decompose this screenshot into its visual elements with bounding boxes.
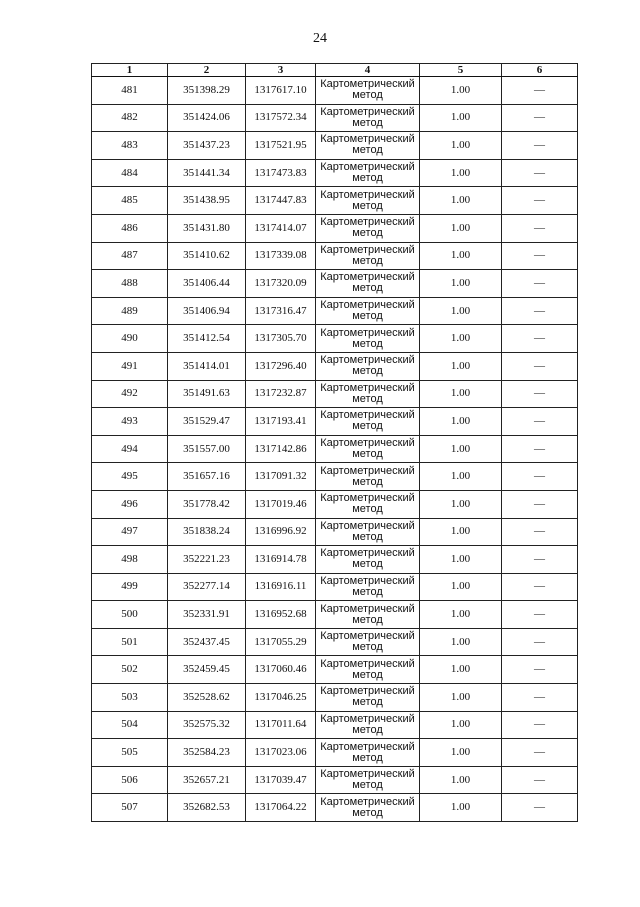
note-cell: — xyxy=(502,325,578,353)
method-line-1: Картометрический xyxy=(320,685,415,698)
point-number-cell: 488 xyxy=(92,270,168,298)
x-coordinate-cell: 351410.62 xyxy=(168,242,246,270)
method-line-2: метод xyxy=(352,365,383,378)
table-row xyxy=(92,242,578,270)
accuracy-cell: 1.00 xyxy=(420,132,502,160)
method-line-2: метод xyxy=(352,337,383,350)
accuracy-cell: 1.00 xyxy=(420,77,502,105)
y-coordinate-cell: 1317055.29 xyxy=(246,628,316,656)
y-coordinate-cell: 1317447.83 xyxy=(246,187,316,215)
method-line-2: метод xyxy=(352,89,383,102)
table-row xyxy=(92,270,578,298)
note-cell: — xyxy=(502,739,578,767)
method-cell xyxy=(316,214,420,242)
accuracy-cell: 1.00 xyxy=(420,628,502,656)
method-line-1: Картометрический xyxy=(320,161,415,174)
point-number-cell: 492 xyxy=(92,380,168,408)
point-number-cell: 493 xyxy=(92,408,168,436)
table-body xyxy=(92,77,578,822)
table-row xyxy=(92,739,578,767)
x-coordinate-cell: 351431.80 xyxy=(168,214,246,242)
y-coordinate-cell: 1317039.47 xyxy=(246,766,316,794)
method-cell xyxy=(316,490,420,518)
method-line-2: метод xyxy=(352,530,383,543)
header-row xyxy=(92,64,578,77)
y-coordinate-cell: 1317091.32 xyxy=(246,463,316,491)
column-header: 5 xyxy=(420,64,502,77)
note-cell: — xyxy=(502,132,578,160)
note-cell: — xyxy=(502,187,578,215)
accuracy-cell: 1.00 xyxy=(420,242,502,270)
x-coordinate-cell: 351406.94 xyxy=(168,297,246,325)
method-line-1: Картометрический xyxy=(320,657,415,670)
note-cell: — xyxy=(502,628,578,656)
table-row xyxy=(92,214,578,242)
method-line-2: метод xyxy=(352,172,383,185)
accuracy-cell: 1.00 xyxy=(420,794,502,822)
method-line-2: метод xyxy=(352,116,383,129)
table-row xyxy=(92,380,578,408)
method-line-2: метод xyxy=(352,475,383,488)
method-line-1: Картометрический xyxy=(320,381,415,394)
note-cell: — xyxy=(502,408,578,436)
y-coordinate-cell: 1317320.09 xyxy=(246,270,316,298)
method-line-1: Картометрический xyxy=(320,630,415,643)
method-line-2: метод xyxy=(352,227,383,240)
table-row xyxy=(92,601,578,629)
point-number-cell: 499 xyxy=(92,573,168,601)
table-row xyxy=(92,573,578,601)
point-number-cell: 482 xyxy=(92,104,168,132)
table-row xyxy=(92,187,578,215)
y-coordinate-cell: 1317023.06 xyxy=(246,739,316,767)
point-number-cell: 507 xyxy=(92,794,168,822)
table-row xyxy=(92,325,578,353)
table-row xyxy=(92,628,578,656)
note-cell: — xyxy=(502,601,578,629)
method-line-1: Картометрический xyxy=(320,216,415,229)
method-line-2: метод xyxy=(352,558,383,571)
table-row xyxy=(92,132,578,160)
page-number: 24 xyxy=(313,31,327,46)
method-cell xyxy=(316,573,420,601)
note-cell: — xyxy=(502,656,578,684)
method-line-2: метод xyxy=(352,696,383,709)
note-cell: — xyxy=(502,77,578,105)
accuracy-cell: 1.00 xyxy=(420,159,502,187)
table-row xyxy=(92,656,578,684)
y-coordinate-cell: 1317011.64 xyxy=(246,711,316,739)
x-coordinate-cell: 351412.54 xyxy=(168,325,246,353)
note-cell: — xyxy=(502,573,578,601)
accuracy-cell: 1.00 xyxy=(420,435,502,463)
note-cell: — xyxy=(502,546,578,574)
method-line-1: Картометрический xyxy=(320,768,415,781)
method-cell xyxy=(316,380,420,408)
table-row xyxy=(92,766,578,794)
point-number-cell: 484 xyxy=(92,159,168,187)
point-number-cell: 497 xyxy=(92,518,168,546)
method-cell xyxy=(316,628,420,656)
table-row xyxy=(92,408,578,436)
accuracy-cell: 1.00 xyxy=(420,490,502,518)
method-cell xyxy=(316,684,420,712)
method-line-1: Картометрический xyxy=(320,602,415,615)
point-number-cell: 505 xyxy=(92,739,168,767)
method-cell xyxy=(316,601,420,629)
method-line-1: Картометрический xyxy=(320,243,415,256)
column-header: 6 xyxy=(502,64,578,77)
method-cell xyxy=(316,352,420,380)
note-cell: — xyxy=(502,463,578,491)
y-coordinate-cell: 1316916.11 xyxy=(246,573,316,601)
y-coordinate-cell: 1316952.68 xyxy=(246,601,316,629)
accuracy-cell: 1.00 xyxy=(420,656,502,684)
method-line-1: Картометрический xyxy=(320,492,415,505)
method-line-1: Картометрический xyxy=(320,740,415,753)
x-coordinate-cell: 351438.95 xyxy=(168,187,246,215)
point-number-cell: 483 xyxy=(92,132,168,160)
note-cell: — xyxy=(502,794,578,822)
method-cell xyxy=(316,77,420,105)
x-coordinate-cell: 352528.62 xyxy=(168,684,246,712)
method-cell xyxy=(316,546,420,574)
method-line-1: Картометрический xyxy=(320,299,415,312)
point-number-cell: 487 xyxy=(92,242,168,270)
accuracy-cell: 1.00 xyxy=(420,684,502,712)
y-coordinate-cell: 1317473.83 xyxy=(246,159,316,187)
method-line-2: метод xyxy=(352,751,383,764)
method-line-2: метод xyxy=(352,806,383,819)
method-line-1: Картометрический xyxy=(320,271,415,284)
table-row xyxy=(92,104,578,132)
note-cell: — xyxy=(502,297,578,325)
x-coordinate-cell: 351778.42 xyxy=(168,490,246,518)
method-cell xyxy=(316,435,420,463)
accuracy-cell: 1.00 xyxy=(420,711,502,739)
method-line-1: Картометрический xyxy=(320,547,415,560)
y-coordinate-cell: 1317316.47 xyxy=(246,297,316,325)
y-coordinate-cell: 1316914.78 xyxy=(246,546,316,574)
method-line-2: метод xyxy=(352,641,383,654)
accuracy-cell: 1.00 xyxy=(420,270,502,298)
x-coordinate-cell: 352221.23 xyxy=(168,546,246,574)
y-coordinate-cell: 1317060.46 xyxy=(246,656,316,684)
accuracy-cell: 1.00 xyxy=(420,739,502,767)
point-number-cell: 501 xyxy=(92,628,168,656)
method-line-2: метод xyxy=(352,613,383,626)
accuracy-cell: 1.00 xyxy=(420,573,502,601)
x-coordinate-cell: 352575.32 xyxy=(168,711,246,739)
method-cell xyxy=(316,187,420,215)
point-number-cell: 491 xyxy=(92,352,168,380)
coordinates-table xyxy=(91,63,578,822)
method-cell xyxy=(316,159,420,187)
x-coordinate-cell: 351491.63 xyxy=(168,380,246,408)
note-cell: — xyxy=(502,435,578,463)
note-cell: — xyxy=(502,684,578,712)
method-line-1: Картометрический xyxy=(320,78,415,91)
method-line-2: метод xyxy=(352,420,383,433)
note-cell: — xyxy=(502,159,578,187)
method-line-2: метод xyxy=(352,779,383,792)
method-line-1: Картометрический xyxy=(320,574,415,587)
accuracy-cell: 1.00 xyxy=(420,352,502,380)
y-coordinate-cell: 1317046.25 xyxy=(246,684,316,712)
point-number-cell: 498 xyxy=(92,546,168,574)
method-line-2: метод xyxy=(352,144,383,157)
column-header: 3 xyxy=(246,64,316,77)
y-coordinate-cell: 1317142.86 xyxy=(246,435,316,463)
point-number-cell: 503 xyxy=(92,684,168,712)
x-coordinate-cell: 352657.21 xyxy=(168,766,246,794)
note-cell: — xyxy=(502,490,578,518)
y-coordinate-cell: 1317617.10 xyxy=(246,77,316,105)
accuracy-cell: 1.00 xyxy=(420,297,502,325)
y-coordinate-cell: 1317521.95 xyxy=(246,132,316,160)
x-coordinate-cell: 352584.23 xyxy=(168,739,246,767)
method-cell xyxy=(316,656,420,684)
table-row xyxy=(92,546,578,574)
point-number-cell: 506 xyxy=(92,766,168,794)
y-coordinate-cell: 1317019.46 xyxy=(246,490,316,518)
method-line-2: метод xyxy=(352,392,383,405)
method-line-2: метод xyxy=(352,668,383,681)
y-coordinate-cell: 1317296.40 xyxy=(246,352,316,380)
table-row xyxy=(92,684,578,712)
x-coordinate-cell: 352682.53 xyxy=(168,794,246,822)
method-line-1: Картометрический xyxy=(320,326,415,339)
table-row xyxy=(92,159,578,187)
method-cell xyxy=(316,518,420,546)
table-row xyxy=(92,518,578,546)
y-coordinate-cell: 1317064.22 xyxy=(246,794,316,822)
table-row xyxy=(92,711,578,739)
method-cell xyxy=(316,794,420,822)
method-line-1: Картометрический xyxy=(320,519,415,532)
method-line-1: Картометрический xyxy=(320,437,415,450)
y-coordinate-cell: 1317572.34 xyxy=(246,104,316,132)
point-number-cell: 490 xyxy=(92,325,168,353)
x-coordinate-cell: 351657.16 xyxy=(168,463,246,491)
method-line-2: метод xyxy=(352,199,383,212)
method-line-2: метод xyxy=(352,254,383,267)
y-coordinate-cell: 1316996.92 xyxy=(246,518,316,546)
x-coordinate-cell: 351557.00 xyxy=(168,435,246,463)
point-number-cell: 486 xyxy=(92,214,168,242)
x-coordinate-cell: 351437.23 xyxy=(168,132,246,160)
table-row xyxy=(92,794,578,822)
point-number-cell: 485 xyxy=(92,187,168,215)
x-coordinate-cell: 351441.34 xyxy=(168,159,246,187)
method-cell xyxy=(316,297,420,325)
method-cell xyxy=(316,766,420,794)
point-number-cell: 494 xyxy=(92,435,168,463)
table-row xyxy=(92,77,578,105)
column-header: 4 xyxy=(316,64,420,77)
x-coordinate-cell: 351424.06 xyxy=(168,104,246,132)
x-coordinate-cell: 351838.24 xyxy=(168,518,246,546)
method-cell xyxy=(316,242,420,270)
y-coordinate-cell: 1317339.08 xyxy=(246,242,316,270)
note-cell: — xyxy=(502,380,578,408)
x-coordinate-cell: 352277.14 xyxy=(168,573,246,601)
point-number-cell: 496 xyxy=(92,490,168,518)
method-cell xyxy=(316,104,420,132)
method-cell xyxy=(316,463,420,491)
x-coordinate-cell: 351406.44 xyxy=(168,270,246,298)
method-cell xyxy=(316,711,420,739)
x-coordinate-cell: 351529.47 xyxy=(168,408,246,436)
method-cell xyxy=(316,739,420,767)
method-line-1: Картометрический xyxy=(320,354,415,367)
accuracy-cell: 1.00 xyxy=(420,380,502,408)
note-cell: — xyxy=(502,242,578,270)
point-number-cell: 495 xyxy=(92,463,168,491)
method-line-1: Картометрический xyxy=(320,105,415,118)
note-cell: — xyxy=(502,518,578,546)
method-line-1: Картометрический xyxy=(320,795,415,808)
x-coordinate-cell: 352437.45 xyxy=(168,628,246,656)
column-header: 2 xyxy=(168,64,246,77)
y-coordinate-cell: 1317414.07 xyxy=(246,214,316,242)
x-coordinate-cell: 351398.29 xyxy=(168,77,246,105)
note-cell: — xyxy=(502,270,578,298)
table-row xyxy=(92,352,578,380)
method-cell xyxy=(316,325,420,353)
table-row xyxy=(92,490,578,518)
y-coordinate-cell: 1317305.70 xyxy=(246,325,316,353)
x-coordinate-cell: 352459.45 xyxy=(168,656,246,684)
x-coordinate-cell: 352331.91 xyxy=(168,601,246,629)
table-row xyxy=(92,435,578,463)
method-line-2: метод xyxy=(352,723,383,736)
method-line-2: метод xyxy=(352,503,383,516)
note-cell: — xyxy=(502,766,578,794)
note-cell: — xyxy=(502,214,578,242)
accuracy-cell: 1.00 xyxy=(420,518,502,546)
point-number-cell: 504 xyxy=(92,711,168,739)
point-number-cell: 489 xyxy=(92,297,168,325)
method-cell xyxy=(316,270,420,298)
accuracy-cell: 1.00 xyxy=(420,766,502,794)
method-line-2: метод xyxy=(352,448,383,461)
note-cell: — xyxy=(502,352,578,380)
accuracy-cell: 1.00 xyxy=(420,214,502,242)
accuracy-cell: 1.00 xyxy=(420,601,502,629)
y-coordinate-cell: 1317193.41 xyxy=(246,408,316,436)
note-cell: — xyxy=(502,104,578,132)
y-coordinate-cell: 1317232.87 xyxy=(246,380,316,408)
x-coordinate-cell: 351414.01 xyxy=(168,352,246,380)
method-line-1: Картометрический xyxy=(320,188,415,201)
accuracy-cell: 1.00 xyxy=(420,408,502,436)
accuracy-cell: 1.00 xyxy=(420,325,502,353)
method-line-1: Картометрический xyxy=(320,133,415,146)
point-number-cell: 502 xyxy=(92,656,168,684)
method-line-2: метод xyxy=(352,282,383,295)
note-cell: — xyxy=(502,711,578,739)
method-line-1: Картометрический xyxy=(320,464,415,477)
table-row xyxy=(92,297,578,325)
table-row xyxy=(92,463,578,491)
accuracy-cell: 1.00 xyxy=(420,546,502,574)
point-number-cell: 481 xyxy=(92,77,168,105)
accuracy-cell: 1.00 xyxy=(420,104,502,132)
method-line-1: Картометрический xyxy=(320,409,415,422)
method-line-2: метод xyxy=(352,585,383,598)
method-cell xyxy=(316,132,420,160)
point-number-cell: 500 xyxy=(92,601,168,629)
method-cell xyxy=(316,408,420,436)
accuracy-cell: 1.00 xyxy=(420,187,502,215)
accuracy-cell: 1.00 xyxy=(420,463,502,491)
method-line-1: Картометрический xyxy=(320,712,415,725)
method-line-2: метод xyxy=(352,310,383,323)
column-header: 1 xyxy=(92,64,168,77)
